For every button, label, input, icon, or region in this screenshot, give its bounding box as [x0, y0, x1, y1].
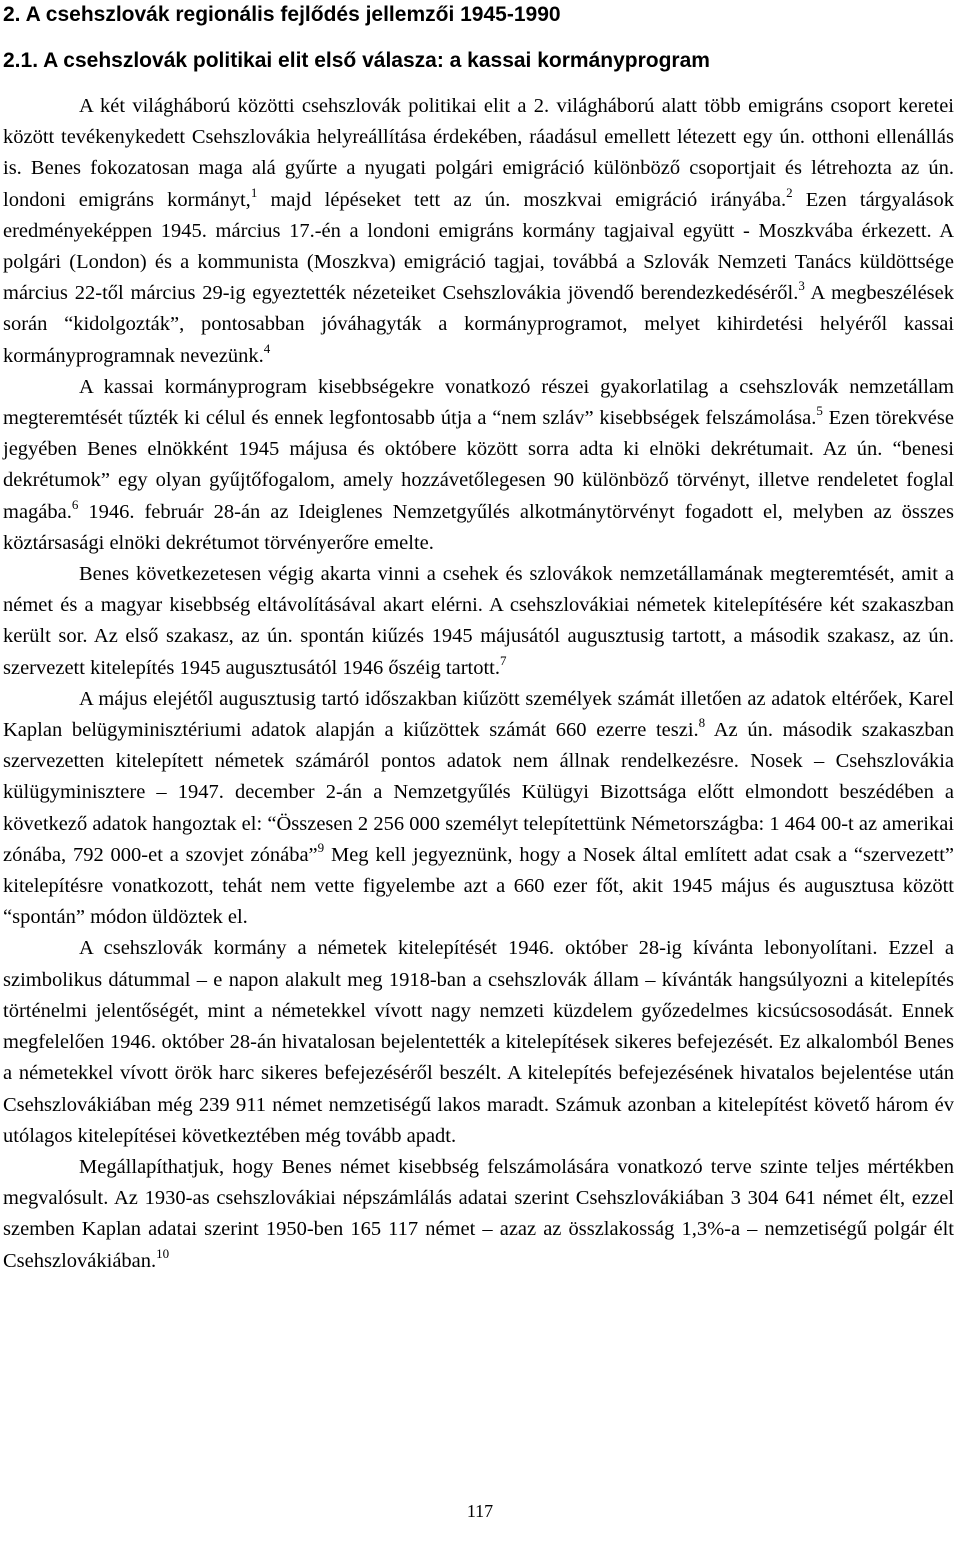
footnote-marker[interactable]: 3: [798, 278, 805, 294]
footnote-marker[interactable]: 10: [156, 1245, 170, 1261]
chapter-heading: 2. A csehszlovák regionális fejlődés jellemzői 1945-1990: [3, 3, 561, 26]
paragraph: [3, 933, 954, 1151]
text-run: majd lépéseket tett az ún. moszkvai emigráció irányába.: [257, 188, 787, 211]
paragraph: [3, 1152, 954, 1277]
footnote-marker[interactable]: 1: [250, 184, 258, 200]
text-run: Benes következetesen végig akarta vinni a csehek és szlovákok nemzetállamának megteremtését, amit a német és a magyar kisebbség eltávolításával akart elérni. A csehszlovákiai németek kitelepítésére két szakaszban került sor. Az első szakasz, az ún. spontán kiűzés 1945 májusától augusztusig tartott, a második szakasz, az ún. szervezett kitelepítés 1945 augusztusától 1946 őszéig tartott.: [3, 563, 954, 679]
page-number: 117: [466, 1501, 494, 1521]
footnote-marker[interactable]: 5: [816, 403, 823, 419]
paragraph: [3, 559, 954, 684]
text-run: 1946. február 28-án az Ideiglenes Nemzetgyűlés alkotmánytörvényt fogadott el, melyben az összes köztársasági elnöki dekrétumot törvényerőre emelte.: [3, 500, 954, 554]
text-run: A két világháború közötti csehszlovák politikai elit a 2. világháború alatt több emigráns csoport keretei között tevékenykedett Csehszlovákia helyreállítása érdekében, ráadásul emellett létezett egy ún. otthoni ellenállás is. Benes fokozatosan maga alá gyűrte a nyugati polgári emigráció különböző csoportjait és létrehozta az ún. londoni emigráns kormányt,: [3, 95, 954, 211]
footnote-marker[interactable]: 7: [500, 652, 507, 668]
paragraph: [3, 91, 954, 372]
text-run: Meg kell jegyeznünk, hogy a Nosek által említett adat csak a “szervezett” kitelepítésre vonatkozott, tehát nem vette figyelembe azt a 660 ezer főt, akit 1945 május és augusztusa között “spontán” módon üldöztek el.: [3, 843, 954, 929]
footnote-marker[interactable]: 2: [786, 184, 793, 200]
text-run: Az ún. második szakaszban szervezetten kitelepített németek számáról pontos adatok nem állnak rendelkezésre. Nosek – Csehszlovákia külügyminisztere – 1947. december 2-án a Nemzetgyűlés Külügyi Bizottsága előtt elmondott beszédében a következő adatok hangoztak el: “Összesen 2 256 000 személyt telepítettünk Németországba: 1 464 00-t az amerikai zónába, 792 000-et a szovjet zónába”: [3, 719, 954, 866]
text-run: A csehszlovák kormány a németek kitelepítését 1946. október 28-ig kívánta lebonyolítani. Ezzel a szimbolikus dátummal – e napon alakult meg 1918-ban a csehszlovák állam – kívánták hangsúlyozni a kitelepítés történelmi jelentőségét, mint a németekkel vívott nagy nemzeti küzdelem győzedelmes kicsúcsosodását. Ennek megfelelően 1946. október 28-án hivatalosan bejelentették a kitelepítések sikeres befejezését. Ez alkalomból Benes a németekkel vívott örök harc sikeres befejezéséről beszélt. A kitelepítés befejezésének hivatalos bejelentése után Csehszlovákiában még 239 911 német nemzetiségű lakos maradt. Számuk azonban a kitelepítést követő három év utólagos kitelepítései következtében még tovább apadt.: [3, 937, 954, 1147]
footnote-marker[interactable]: 6: [71, 496, 79, 512]
footnote-marker[interactable]: 8: [698, 715, 706, 731]
text-run: Megállapíthatjuk, hogy Benes német kisebbség felszámolására vonatkozó terve szinte teljes mértékben megvalósult. Az 1930-as csehszlovákiai népszámlálás adatai szerint Csehszlovákiában 3 304 641 német élt, ezzel szemben Kaplan adatai szerint 1950-ben 165 117 német – azaz az összlakosság 1,3%-a – nemzetiségű polgár élt Csehszlovákiában.: [3, 1155, 954, 1272]
paragraph: [3, 684, 954, 934]
text-run: A május elejétől augusztusig tartó időszakban kiűzött személyek számát illetően az adatok eltérőek, Karel Kaplan belügyminisztériumi adatok alapján a kiűzöttek számát 660 ezerre teszi.: [3, 687, 954, 742]
text-run: A megbeszélések során “kidolgozták”, pontosabban jóváhagyták a kormányprogramot, melyet kihirdetési helyéről kassai kormányprogramnak nevezünk.: [3, 282, 955, 367]
footnote-marker[interactable]: 9: [317, 839, 325, 855]
text-run: Ezen tárgyalások eredményeképpen 1945. március 17.-én a londoni emigráns kormány tagjaival együtt - Moszkvába érkezett. A polgári (London) és a kommunista (Moszkva) emigráció tagjai, továbbá a Szlovák Nemzeti Tanács küldöttsége március 22-től március 29-ig egyeztették nézeteiket Csehszlovákia jövendő berendezkedéséről.: [3, 188, 955, 305]
section-heading: 2.1. A csehszlovák politikai elit első válasza: a kassai kormányprogram: [3, 49, 710, 72]
text-run: Ezen törekvése jegyében Benes elnökként 1945 májusa és októbere között sorra adta ki elnöki dekrétumait. Az ún. “benesi dekrétumok” egy olyan gyűjtőfogalom, amely hozzávetőlegesen 90 különböző törvényt, illetve rendeletet foglal magába.: [3, 407, 954, 523]
text-run: A kassai kormányprogram kisebbségekre vonatkozó részei gyakorlatilag a csehszlovák nemzetállam megteremtését tűzték ki célul és ennek legfontosabb útja a “nem szláv” kisebbségek felszámolása.: [3, 375, 954, 430]
paragraph: [3, 372, 954, 559]
body-text: [3, 91, 954, 1277]
footnote-marker[interactable]: 4: [263, 340, 271, 356]
